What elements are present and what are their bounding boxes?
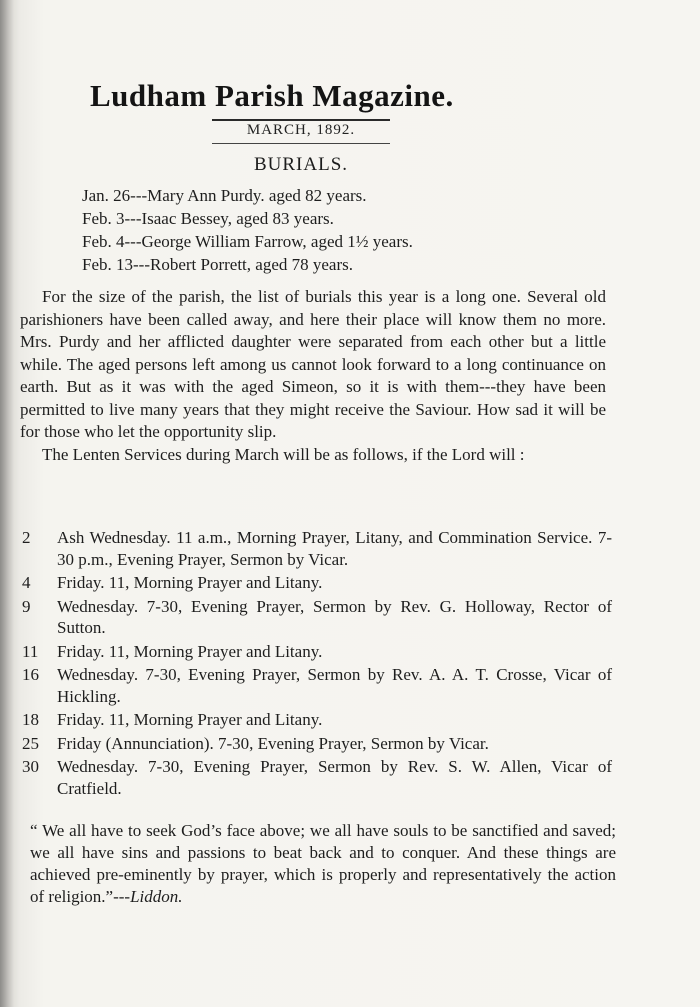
service-text: Wednesday. 7-30, Evening Prayer, Sermon by Rev. G. Holloway, Rector of Sutton. bbox=[57, 596, 612, 637]
service-day: 2 bbox=[22, 528, 31, 547]
binding-shadow bbox=[0, 0, 14, 1007]
service-text: Friday (Annunciation). 7-30, Evening Prayer, Sermon by Vicar. bbox=[57, 733, 489, 753]
body-text bbox=[20, 286, 606, 466]
service-text: Wednesday. 7-30, Evening Prayer, Sermon by Rev. A. A. T. Crosse, Vicar of Hickling. bbox=[57, 665, 612, 706]
paragraph: The Lenten Services during March will be as follows, if the Lord will : bbox=[42, 444, 525, 464]
burial-entry: Feb. 3---Isaac Bessey, aged 83 years. bbox=[82, 209, 334, 228]
service-entry bbox=[22, 641, 612, 663]
service-day: 11 bbox=[22, 641, 39, 661]
service-entry bbox=[22, 664, 612, 707]
service-entry bbox=[22, 572, 612, 594]
service-entry bbox=[22, 596, 612, 639]
burial-entry: Jan. 26---Mary Ann Purdy. aged 82 years. bbox=[82, 186, 367, 205]
closing-quote bbox=[30, 820, 616, 908]
masthead-title: Ludham Parish Magazine. bbox=[90, 78, 454, 113]
service-entry bbox=[22, 709, 612, 731]
burials-list bbox=[82, 184, 602, 276]
lenten-services-list bbox=[22, 527, 612, 801]
service-entry bbox=[22, 733, 612, 755]
service-text: Friday. 11, Morning Prayer and Litany. bbox=[57, 641, 323, 661]
service-text: Friday. 11, Morning Prayer and Litany. bbox=[57, 573, 323, 592]
service-day: 25 bbox=[22, 733, 39, 753]
service-text: Ash Wednesday. 11 a.m., Morning Prayer, Litany, and Commination Service. 7-30 p.m., Evening Prayer, Sermon by Vicar. bbox=[57, 528, 612, 569]
service-day: 16 bbox=[22, 665, 39, 684]
issue-date: MARCH, 1892. bbox=[246, 122, 356, 138]
section-heading: BURIALS. bbox=[253, 154, 349, 175]
date-rule-top bbox=[212, 119, 390, 121]
service-entry bbox=[22, 756, 612, 799]
service-day: 18 bbox=[22, 710, 39, 729]
quote-text: “ We all have to seek God’s face above; we all have souls to be sanctified and saved; we all have sins and passions to beat back and to conquer. And these things are achieved pre-eminently by prayer, which is properly and representatively the action of religion.”--- bbox=[30, 821, 616, 906]
service-day: 9 bbox=[22, 596, 31, 616]
service-day: 4 bbox=[22, 573, 31, 592]
service-text: Friday. 11, Morning Prayer and Litany. bbox=[57, 710, 323, 729]
paragraph: For the size of the parish, the list of burials this year is a long one. Several old parishioners have been called away, and here their place will know them no more. Mrs. Purdy and her afflicted daughter were separated from each other but a little while. The aged persons left among us cannot look forward to a long continuance on earth. But as it was with the aged Simeon, so it is with them---they have been permitted to live many years that they might receive the Saviour. How sad it will be for those who let the opportunity slip. bbox=[20, 287, 606, 441]
service-text: Wednesday. 7-30, Evening Prayer, Sermon by Rev. S. W. Allen, Vicar of Cratfield. bbox=[57, 757, 612, 798]
quote-author: Liddon. bbox=[130, 887, 183, 906]
burial-entry: Feb. 4---George William Farrow, aged 1½ years. bbox=[82, 232, 413, 251]
service-entry bbox=[22, 527, 612, 570]
date-rule-bottom bbox=[212, 143, 390, 144]
burial-entry: Feb. 13---Robert Porrett, aged 78 years. bbox=[82, 255, 353, 274]
service-day: 30 bbox=[22, 757, 39, 776]
